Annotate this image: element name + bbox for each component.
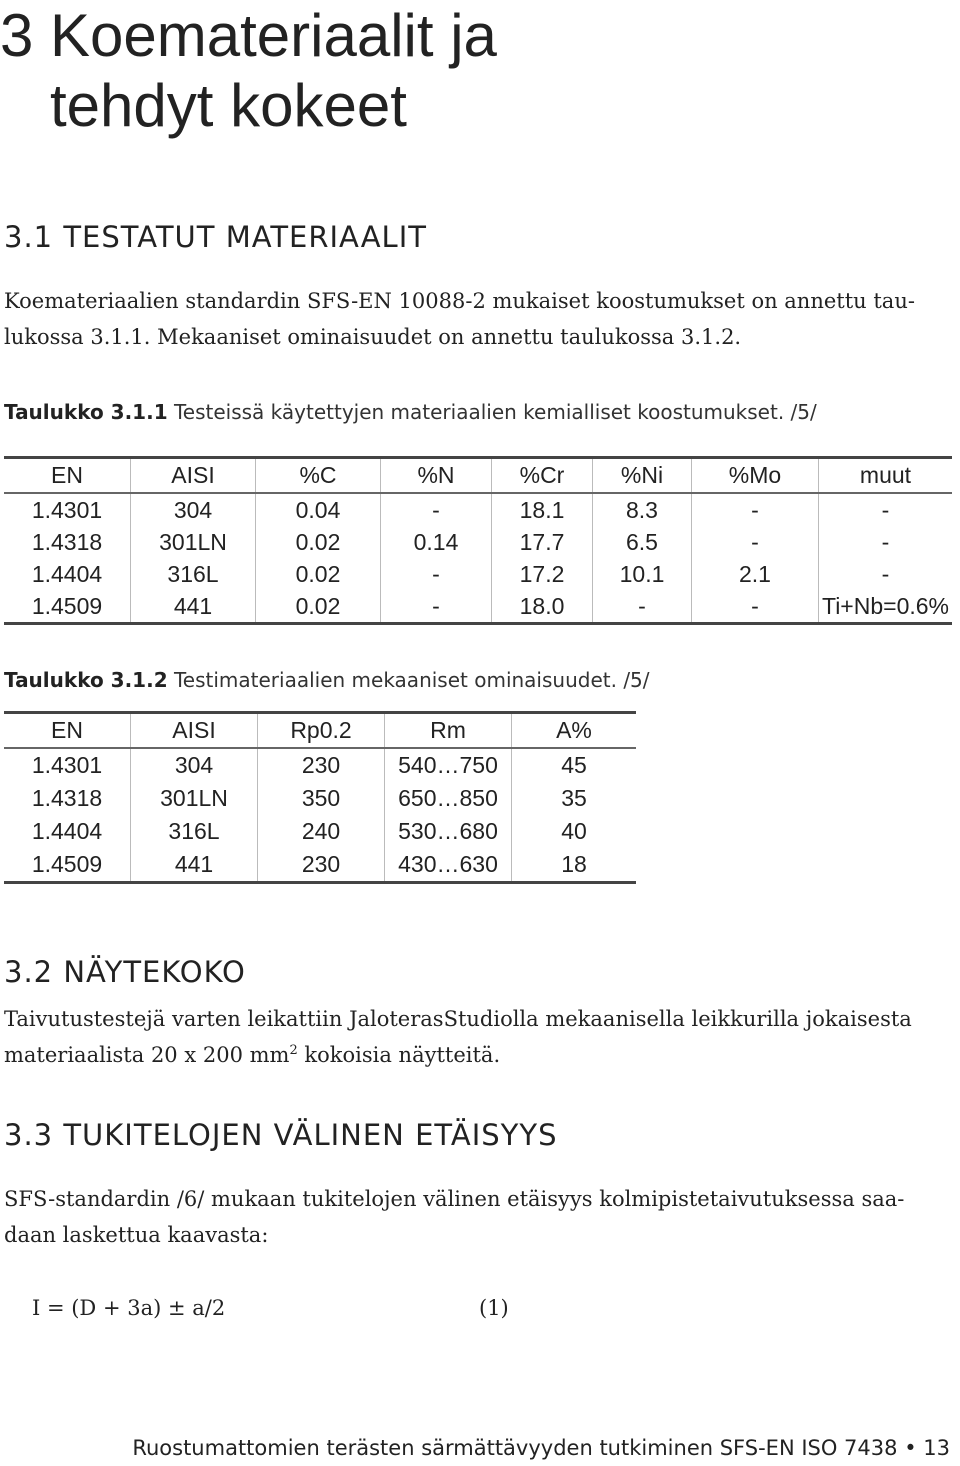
table-cell: 35 bbox=[512, 782, 637, 815]
table-header-row bbox=[4, 458, 952, 494]
mechanical-properties-table bbox=[4, 711, 636, 884]
page-footer bbox=[132, 1436, 950, 1460]
table-cell: 45 bbox=[512, 748, 637, 782]
table-row bbox=[4, 748, 636, 782]
table-cell: 230 bbox=[258, 848, 385, 883]
section-3-1-title: 3.1 TESTATUT MATERIAALIT bbox=[4, 220, 427, 254]
table-cell: 1.4318 bbox=[31, 785, 103, 811]
table-cell: 18.0 bbox=[492, 590, 593, 624]
table-cell: - bbox=[381, 558, 492, 590]
table-cell: - bbox=[381, 590, 492, 624]
table-header-cell: AISI bbox=[131, 458, 256, 494]
table-cell: 17.2 bbox=[492, 558, 593, 590]
table-cell: - bbox=[593, 590, 692, 624]
table-cell: 1.4301 bbox=[31, 752, 103, 778]
chapter-title-line2: tehdyt kokeet bbox=[50, 72, 407, 139]
table-header-cell: EN bbox=[4, 713, 131, 749]
superscript: 2 bbox=[289, 1043, 298, 1058]
table2-caption-text: Testimateriaalien mekaaniset ominaisuudet. /5/ bbox=[167, 668, 650, 692]
table-cell: - bbox=[692, 493, 819, 526]
chapter-number: 3 bbox=[0, 2, 34, 69]
chapter-title-line1: Koemateriaalit ja bbox=[50, 2, 497, 69]
table-cell: 316L bbox=[131, 815, 258, 848]
formula: I = (D + 3a) ± a/2 bbox=[32, 1296, 226, 1320]
table-header-cell: muut bbox=[819, 458, 953, 494]
table-cell: 316L bbox=[131, 558, 256, 590]
section-3-1-paragraph-line2: lukossa 3.1.1. Mekaaniset ominaisuudet on annettu taulukossa 3.1.2. bbox=[4, 325, 742, 349]
table-cell: - bbox=[819, 493, 953, 526]
table-cell: 441 bbox=[131, 848, 258, 883]
page-number: 13 bbox=[923, 1436, 950, 1460]
table-cell: - bbox=[819, 526, 953, 558]
table-cell: 240 bbox=[258, 815, 385, 848]
table-cell: 0.02 bbox=[256, 526, 381, 558]
table-cell: 0.14 bbox=[381, 526, 492, 558]
table2-caption bbox=[4, 668, 650, 692]
table-cell: 40 bbox=[512, 815, 637, 848]
table-cell: 350 bbox=[258, 782, 385, 815]
table-cell: 10.1 bbox=[593, 558, 692, 590]
table-cell: 650…850 bbox=[385, 782, 512, 815]
table1-caption bbox=[4, 400, 817, 424]
table-cell: 304 bbox=[131, 493, 256, 526]
table-row bbox=[4, 590, 952, 624]
table-cell: 530…680 bbox=[385, 815, 512, 848]
table-header-cell: %Cr bbox=[492, 458, 593, 494]
table-cell: 1.4509 bbox=[4, 590, 131, 624]
table-cell: 6.5 bbox=[593, 526, 692, 558]
table-cell: 304 bbox=[131, 748, 258, 782]
table-cell: 441 bbox=[131, 590, 256, 624]
table-cell: 17.7 bbox=[492, 526, 593, 558]
section-3-2-paragraph-line2 bbox=[4, 1037, 500, 1073]
section-3-3-paragraph-line2: daan laskettua kaavasta: bbox=[4, 1223, 269, 1247]
table-cell: - bbox=[692, 526, 819, 558]
table-cell: 2.1 bbox=[692, 558, 819, 590]
table-cell: 1.4404 bbox=[31, 560, 103, 587]
table2-caption-label: Taulukko 3.1.2 bbox=[4, 668, 168, 692]
table-header-cell: %Ni bbox=[593, 458, 692, 494]
section-3-2-paragraph-line1: Taivutustestejä varten leikattiin JaloterasStudiolla mekaanisella leikkurilla jokaisesta bbox=[4, 1007, 912, 1031]
table-row bbox=[4, 493, 952, 526]
table-row bbox=[4, 526, 952, 558]
table-cell: 230 bbox=[258, 748, 385, 782]
table-cell: 540…750 bbox=[385, 748, 512, 782]
table-cell: 301LN bbox=[131, 526, 256, 558]
table-cell: - bbox=[819, 558, 953, 590]
table-cell: 1.4509 bbox=[4, 848, 131, 883]
table-row bbox=[4, 558, 952, 590]
table-row bbox=[4, 848, 636, 883]
section-3-3-title: 3.3 TUKITELOJEN VÄLINEN ETÄISYYS bbox=[4, 1118, 558, 1152]
table-cell: 8.3 bbox=[593, 493, 692, 526]
table-cell: 430…630 bbox=[385, 848, 512, 883]
footer-bullet: • bbox=[904, 1436, 917, 1460]
table-cell: - bbox=[692, 590, 819, 624]
table-row bbox=[4, 782, 636, 815]
section-3-2-text-a: materiaalista 20 x 200 mm bbox=[4, 1043, 290, 1067]
table1-caption-label: Taulukko 3.1.1 bbox=[4, 400, 168, 424]
table-header-cell: %C bbox=[256, 458, 381, 494]
section-3-1-paragraph-line1: Koemateriaalien standardin SFS-EN 10088-2 mukaiset koostumukset on annettu tau- bbox=[4, 289, 915, 313]
table-cell: 0.02 bbox=[256, 590, 381, 624]
table-cell: - bbox=[381, 493, 492, 526]
table-header-cell: %Mo bbox=[692, 458, 819, 494]
composition-table bbox=[4, 456, 952, 625]
table-cell: Ti+Nb=0.6% bbox=[819, 590, 953, 624]
table-row bbox=[4, 815, 636, 848]
table-header-cell: AISI bbox=[131, 713, 258, 749]
table-cell: 18 bbox=[512, 848, 637, 883]
table-cell: 0.04 bbox=[256, 493, 381, 526]
section-3-2-text-b: kokoisia näytteitä. bbox=[297, 1043, 501, 1067]
table-cell: 1.4404 bbox=[31, 818, 103, 844]
footer-title: Ruostumattomien terästen särmättävyyden tutkiminen SFS-EN ISO 7438 bbox=[132, 1436, 898, 1460]
table-cell: 0.02 bbox=[256, 558, 381, 590]
table-cell: 301LN bbox=[131, 782, 258, 815]
table-header-cell: Rp0.2 bbox=[258, 713, 385, 749]
table-header-cell: %N bbox=[381, 458, 492, 494]
table-header-row bbox=[4, 713, 636, 749]
formula-number: (1) bbox=[479, 1296, 509, 1320]
section-3-3-paragraph-line1: SFS-standardin /6/ mukaan tukitelojen välinen etäisyys kolmipistetaivutuksessa saa- bbox=[4, 1187, 905, 1211]
section-3-2-title: 3.2 NÄYTEKOKO bbox=[4, 955, 246, 989]
table-cell: 1.4318 bbox=[31, 528, 103, 555]
table-header-cell: A% bbox=[512, 713, 637, 749]
table-header-cell: EN bbox=[4, 458, 131, 494]
table-header-cell: Rm bbox=[385, 713, 512, 749]
table-cell: 18.1 bbox=[492, 493, 593, 526]
table1-caption-text: Testeissä käytettyjen materiaalien kemialliset koostumukset. /5/ bbox=[167, 400, 817, 424]
table-cell: 1.4301 bbox=[31, 496, 103, 523]
